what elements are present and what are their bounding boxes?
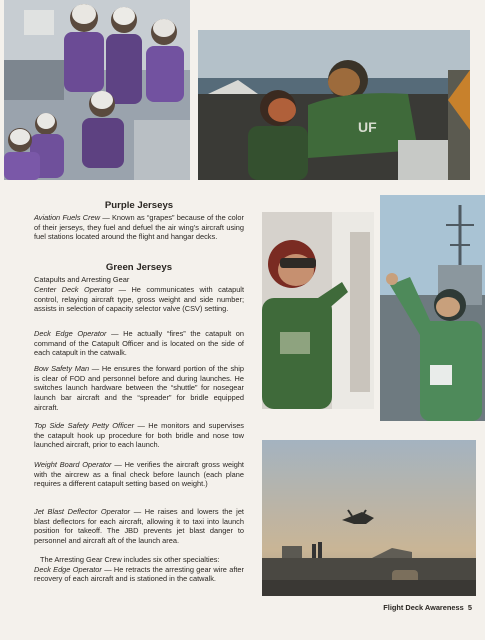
- sub-catapults-arresting-gear: Catapults and Arresting Gear: [34, 275, 130, 284]
- photo-aircraft-launch: [262, 440, 476, 596]
- photo-fuel-crew: [4, 0, 190, 180]
- desc-deck-edge-operator: — He actually “fires” the catapult on command of the Catapult Officer and is located on the side of each catapult in the catwalk.: [34, 329, 244, 358]
- role-bow-safety-man: Bow Safety Man: [34, 364, 90, 373]
- page-number: 5: [467, 603, 472, 612]
- section-green-jerseys: [34, 262, 244, 273]
- photo-deck-crew: [198, 30, 470, 180]
- green-item-2: [34, 364, 244, 413]
- green-item-3: [34, 421, 244, 450]
- green-item-0: [34, 285, 244, 314]
- desc-center-deck-operator: — He communicates with catapult control, relaying aircraft type, gross weight and side number; assists in selection of capacity selector valve (CSV) setting.: [34, 285, 245, 314]
- arresting-intro: The Arresting Gear Crew includes six other specialties:: [40, 555, 220, 564]
- green-item-5: [34, 507, 244, 546]
- green-item-4: [34, 460, 244, 489]
- heading-purple-jerseys: Purple Jerseys: [104, 200, 174, 211]
- photo-crewman-signaling: [380, 195, 485, 421]
- photo-crewman-closeup: [262, 212, 374, 409]
- desc-jet-blast-deflector-operator: — He raises and lowers the jet blast deflectors for each aircraft, allowing it to taxi into launch position for takeoff. The JBD prevents jet blast danger to personnel and aircraft aft of the launch area.: [34, 507, 244, 546]
- role-arresting-deck-edge-operator: Deck Edge Operator: [34, 564, 102, 574]
- green-subheading: [34, 275, 244, 285]
- arresting-gear-section: [34, 555, 244, 584]
- role-center-deck-operator: Center Deck Operator: [34, 285, 114, 294]
- purple-para: [34, 213, 244, 242]
- desc-weight-board-operator: — He verifies the aircraft gross weight with the aircrew as a final check before launch (each plane requires a different catapult setting based on weight.): [34, 460, 244, 489]
- role-top-side-safety-petty-officer: Top Side Safety Petty Officer: [34, 421, 135, 430]
- desc-top-side-safety-petty-officer: — He monitors and supervises the catapult hook up procedure for both bridle and nose tow launched aircraft, prior to each launch.: [34, 421, 244, 450]
- desc-aviation-fuels-crew: — Known as “grapes” because of the color of their jerseys, they fuel and defuel the air wing’s aircraft using fuel stations located around the flight and hangar decks.: [34, 213, 244, 242]
- role-jet-blast-deflector-operator: Jet Blast Deflector Operator: [34, 507, 131, 516]
- role-weight-board-operator: Weight Board Operator: [34, 460, 112, 469]
- desc-bow-safety-man: — He ensures the forward portion of the ship is clear of FOD and personnel before and during launches. He switches launch hardware between the “shuttle” for nosegear launch bar aircraft and the “spreader” for bridle equipped aircraft.: [34, 364, 244, 412]
- role-aviation-fuels-crew: Aviation Fuels Crew: [34, 213, 101, 222]
- role-deck-edge-operator: Deck Edge Operator: [34, 329, 107, 338]
- page-footer: [360, 603, 472, 612]
- footer-title: Flight Deck Awareness: [383, 603, 464, 612]
- jersey-lettering: UF: [358, 119, 377, 135]
- section-purple-jerseys: [34, 200, 244, 211]
- green-item-1: [34, 329, 244, 358]
- heading-green-jerseys: Green Jerseys: [105, 262, 173, 273]
- desc-arresting-deck-edge-operator: — He retracts the arresting gear wire after recovery of each aircraft and is stationed in the catwalk.: [34, 564, 244, 584]
